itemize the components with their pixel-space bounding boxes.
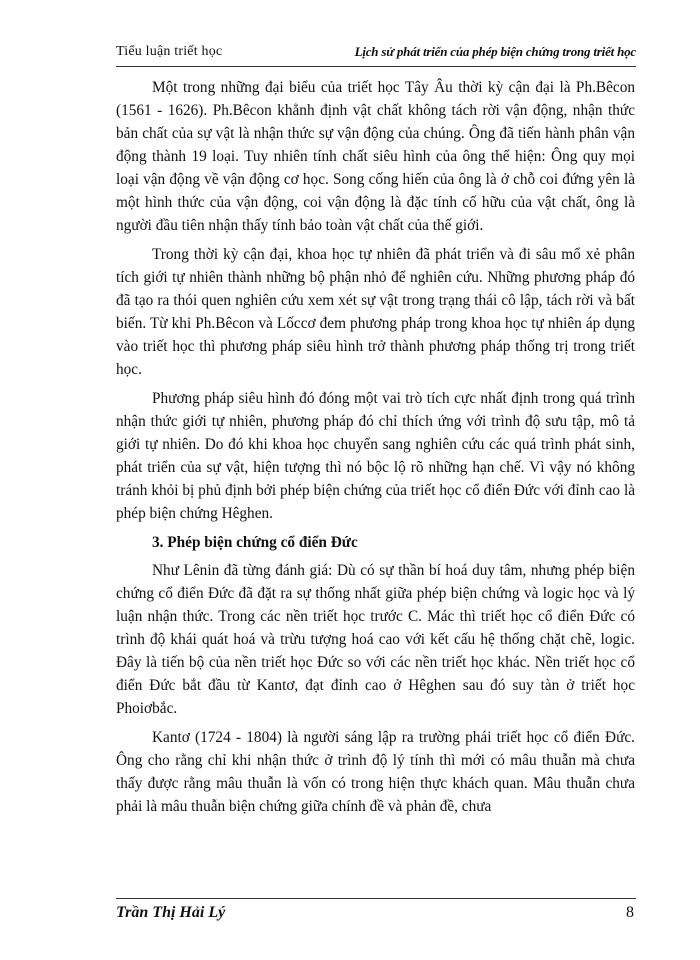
header-title-right: Lịch sử phát triển của phép biện chứng trong triết học xyxy=(354,44,636,59)
paragraph: Kantơ (1724 - 1804) là người sáng lập ra trường phái triết học cổ điển Đức. Ông cho rằng chỉ khi nhận thức ở trình độ lý tính thì mới có mâu thuẫn mà chưa thấy được rằng mâu thuẫn là vốn có trong hiện thực khách quan. Mâu thuẫn chưa phải là mâu thuẫn biện chứng giữa chính đề và phản đề, chưa xyxy=(116,729,635,815)
paragraph: Phương pháp siêu hình đó đóng một vai trò tích cực nhất định trong quá trình nhận thức giới tự nhiên, phương pháp đó chỉ thích ứng với trình độ sưu tập, mô tả giới tự nhiên. Do đó khi khoa học chuyển sang nghiên cứu các quá trình phát sinh, phát triển của sự vật, hiện tượng thì nó bộc lộ rõ những hạn chế. Vì vậy nó không tránh khỏi bị phủ định bởi phép biện chứng của triết học cổ điển Đức với đỉnh cao là phép biện chứng Hêghen. xyxy=(116,390,635,522)
page-number: 8 xyxy=(626,904,634,921)
footer-author: Trần Thị Hải Lý xyxy=(116,904,226,921)
header-title-left: Tiểu luận triết học xyxy=(116,44,223,59)
paragraph: Như Lênin đã từng đánh giá: Dù có sự thần bí hoá duy tâm, nhưng phép biện chứng cổ điển Đức đã đặt ra sự thống nhất giữa phép biện chứng và logic học và lý luận nhận thức. Trong các nền triết học trước C. Mác thì triết học cổ điển Đức có trình độ khái quát hoá và trừu tượng hoá cao với kết cấu hệ thống chặt chẽ, logic. Đây là tiến bộ của nền triết học Đức so với các nền triết học khác. Nền triết học cổ điển Đức bắt đầu từ Kantơ, đạt đỉnh cao ở Hêghen sau đó suy tàn ở triết học Phoiơbắc. xyxy=(116,562,635,717)
page-header xyxy=(116,40,636,67)
paragraph: Một trong những đại biểu của triết học Tây Âu thời kỳ cận đại là Ph.Bêcon (1561 - 1626). Ph.Bêcon khẳnh định vật chất không tách rời vận động, nhận thức bản chất của sự vật là nhận thức sự vận động của chúng. Ông đã tiến hành phân vận động thành 19 loại. Tuy nhiên tính chất siêu hình của ông thể hiện: Ông quy mọi loại vận động về vận động cơ học. Song cống hiến của ông là ở chỗ coi đứng yên là một hình thức của vận động, coi vận động là đặc tính cố hữu của vật chất, ông là người đầu tiên nhận thấy tính bảo toàn vật chất của thế giới. xyxy=(116,79,635,234)
paragraph: Trong thời kỳ cận đại, khoa học tự nhiên đã phát triển và đi sâu mổ xẻ phân tích giới tự nhiên thành những bộ phận nhỏ để nghiên cứu. Những phương pháp đó đã tạo ra thói quen nghiên cứu xem xét sự vật trong trạng thái cô lập, tách rời và bất biến. Từ khi Ph.Bêcon và Lốccơ đem phương pháp trong khoa học tự nhiên áp dụng vào triết học thì phương pháp siêu hình trở thành phương pháp thống trị trong triết học. xyxy=(116,246,635,378)
document-body xyxy=(116,76,635,824)
section-heading: 3. Phép biện chứng cổ điển Đức xyxy=(152,534,358,551)
footer-divider xyxy=(116,898,636,899)
